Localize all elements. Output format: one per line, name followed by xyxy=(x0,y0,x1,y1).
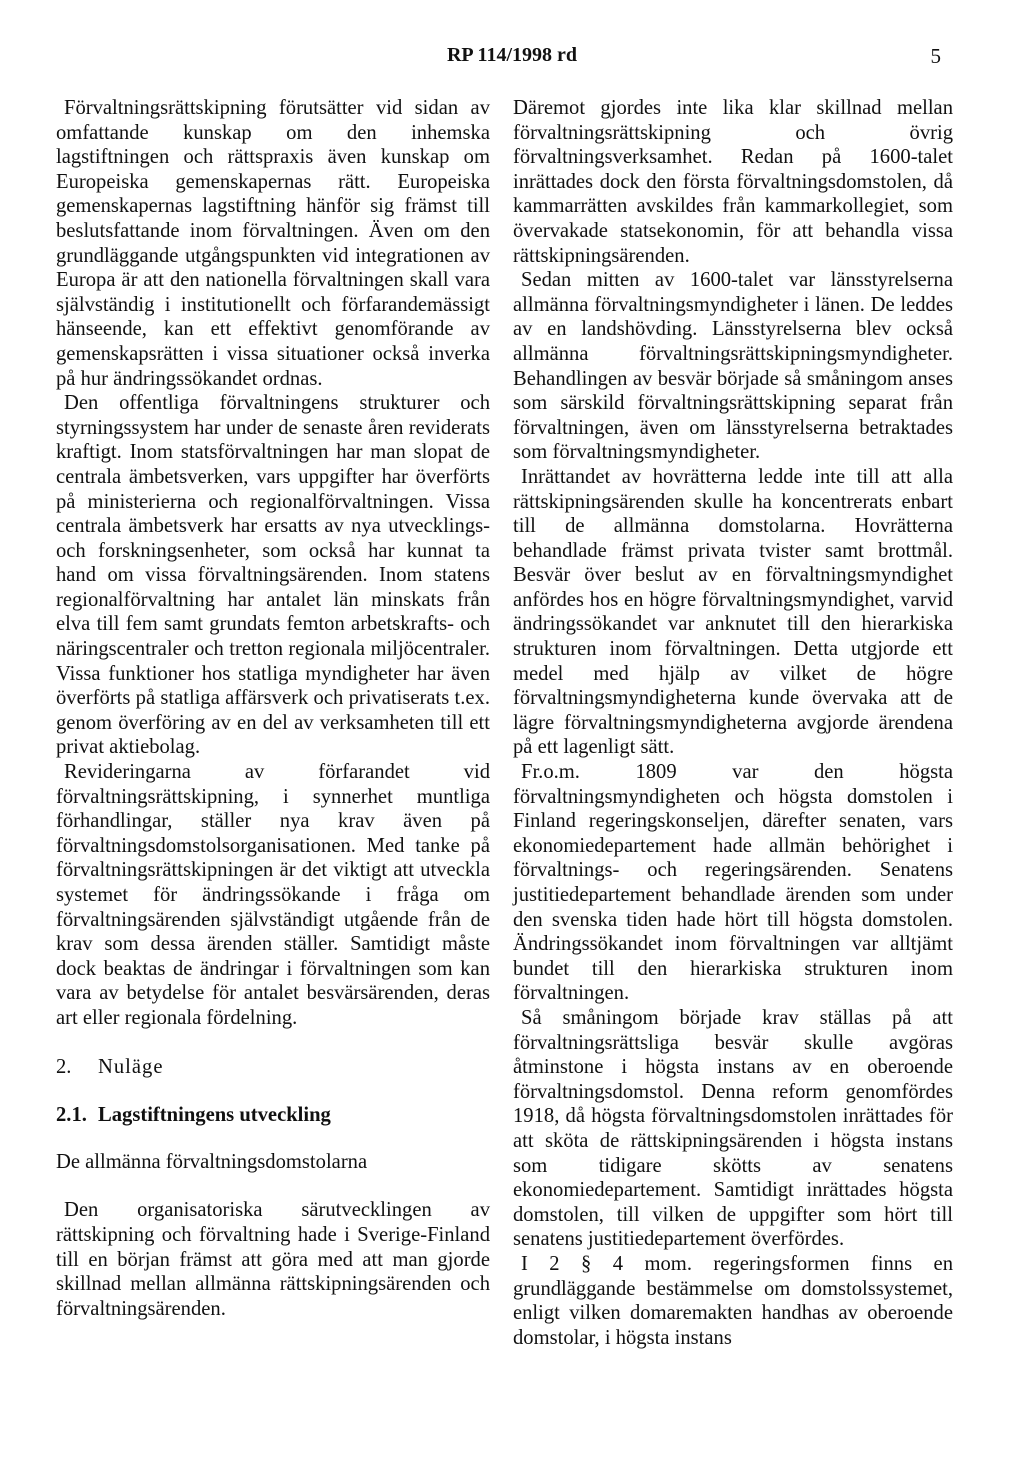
left-paragraph-3: Revideringarna av förfarandet vid förvaltningsrättskipning, i synnerhet muntliga förhandlingar, ställer nya krav även på förvaltningsdomstolsorganisationen. Med tanke på förvaltningsrättskipningen är det viktigt att utveckla systemet för ändringssökande i fråga om förvaltningsärenden självständigt utgående från de krav som dessa ärenden ställer. Samtidigt måste dock beaktas de ändringar i förvaltningen som kan vara av betydelse för antalet besvärsärenden, deras art eller regionala fördelning. xyxy=(56,761,490,1029)
right-paragraph-3: Inrättandet av hovrätterna ledde inte till att alla rättskipningsärenden skulle ha koncentrerats enbart till de allmänna domstolarna. Hovrätterna behandlade främst privata tvister samt brottmål. Besvär över beslut av en förvaltningsmyndighet anfördes hos en högre förvaltningsmyndighet, varvid ändringssökandet var anknutet till den hierarkiska strukturen inom förvaltningen. Detta utgjorde ett medel med hjälp av vilket de högre förvaltningsmyndigheterna kunde övervaka att de lägre förvaltningsmyndigheterna avgjorde ärendena på ett lagenligt sätt. xyxy=(513,465,953,759)
subsection-title: Lagstiftningens utveckling xyxy=(98,1104,331,1127)
left-column xyxy=(56,96,490,1321)
running-title: RP 114/1998 rd xyxy=(446,44,577,66)
right-paragraph-6: I 2 § 4 mom. regeringsformen finns en grundläggande bestämmelse om domstolssystemet, enligt vilken domaremakten handhas av oberoende domstolar, i högsta instans xyxy=(513,1252,953,1349)
right-paragraph-5: Så småningom började krav ställas på att förvaltningsrättsliga besvär skulle avgöras åtminstone i högsta instans av en oberoende förvaltningsdomstol. Denna reform genomfördes 1918, då högsta förvaltningsdomstolen inrättades för att sköta de rättskipningsärenden i högsta instans som tidigare skötts av senatens ekonomiedepartement. Samtidigt inrättades högsta domstolen, till vilken de uppgifter som hört till senatens justitiedepartement överfördes. xyxy=(513,1006,953,1251)
right-column xyxy=(513,96,953,1350)
left-paragraph-4: Den organisatoriska särutvecklingen av rättskipning och förvaltning hade i Sverige-Finland till en början främst att göra med att man gjorde skillnad mellan allmänna rättskipningsärenden och förvaltningsärenden. xyxy=(56,1199,490,1320)
section-title: Nuläge xyxy=(98,1055,164,1078)
left-paragraph-2: Den offentliga förvaltningens strukturer och styrningssystem har under de senaste åren reviderats kraftigt. Inom statsförvaltningen har man slopat de centrala ämbetsverken, vars uppgifter har överförts på ministerierna och regionalförvaltningen. Vissa centrala ämbetsverk har ersatts av nya utvecklings- och forskningsenheter, som också har kunnat ta hand om vissa förvaltningsärenden. Inom statens regionalförvaltning har antalet län minskats från elva till fem samt grundats femton arbetskrafts- och näringscentraler och tretton regionala miljöcentraler. Vissa funktioner hos statliga myndigheter har även överförts på statliga affärsverk och privatiserats t.ex. genom överföring av en del av verksamheten till ett privat aktiebolag. xyxy=(56,392,490,759)
page-header xyxy=(0,44,1024,74)
section-heading xyxy=(56,1055,490,1080)
subsection-heading xyxy=(56,1103,490,1128)
section-number: 2. xyxy=(56,1055,72,1078)
subsection-number: 2.1. xyxy=(56,1104,87,1127)
page-number: 5 xyxy=(930,44,941,68)
right-paragraph-1: Däremot gjordes inte lika klar skillnad mellan förvaltningsrättskipning och övrig förvaltningsverksamhet. Redan på 1600-talet inrättades dock den första förvaltningsdomstolen, då kammarrätten avskildes från kammarkollegiet, som övervakade statsekonomin, för att behandla vissa rättskipningsärenden. xyxy=(513,97,953,267)
right-paragraph-2: Sedan mitten av 1600-talet var länsstyrelserna allmänna förvaltningsmyndigheter i länen. De leddes av en landshövding. Länsstyrelserna blev också allmänna förvaltningsrättskipningsmyndigheter. Behandlingen av besvär började så småningom anses som särskild förvaltningsrättskipning separat från förvaltningen, även om länsstyrelserna betraktades som förvaltningsmyndigheter. xyxy=(513,269,953,464)
right-paragraph-4: Fr.o.m. 1809 var den högsta förvaltningsmyndigheten och högsta domstolen i Finland regeringskonseljen, därefter senaten, vars ekonomiedepartement hade allmän behörighet i förvaltnings- och regeringsärenden. Senatens justitiedepartement behandlade ärenden som under den svenska tiden hade hört till högsta domstolen. Ändringssökandet inom förvaltningen var alltjämt bundet till den hierarkiska strukturen inom förvaltningen. xyxy=(513,761,953,1005)
left-paragraph-1: Förvaltningsrättskipning förutsätter vid sidan av omfattande kunskap om den inhemska lagstiftningen och rättspraxis även kunskap om Europeiska gemenskapernas rätt. Europeiska gemenskapernas lagstiftning hänför sig främst till beslutsfattande inom förvaltningen. Även om den grundläggande utgångspunkten vid integrationen av Europa är att den nationella förvaltningen skall vara självständig i institutionellt och förfarandemässigt hänseende, kan ett effektivt genomförande av gemenskapsrätten i vissa situationer också inverka på hur ändringssökandet ordnas. xyxy=(56,97,490,390)
subheading: De allmänna förvaltningsdomstolarna xyxy=(56,1150,368,1173)
